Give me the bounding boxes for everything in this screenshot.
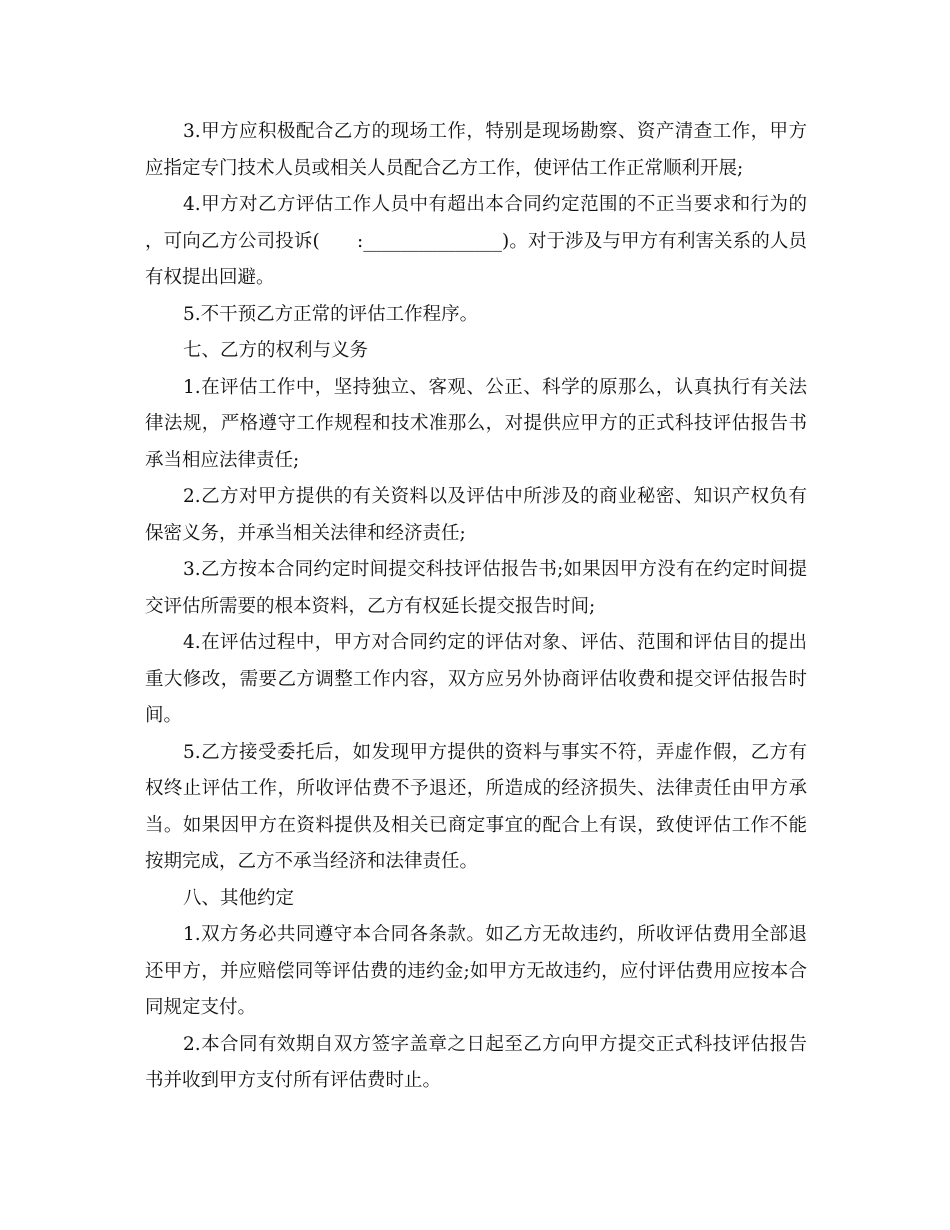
document-page: [145, 114, 807, 1100]
clause-8-2: 2.本合同有效期自双方签字盖章之日起至乙方向甲方提交正式科技评估报告书并收到甲方支付所有评估费时止。: [145, 1033, 807, 1091]
clause-8-1: 1.双方务必共同遵守本合同各条款。如乙方无故违约，所收评估费用全部退还甲方，并应赔偿同等评估费的违约金;如甲方无故违约，应付评估费用应按本合同规定支付。: [145, 924, 807, 1018]
section-7-heading: 七、乙方的权利与义务: [183, 340, 369, 361]
clause-6-4: 4.甲方对乙方评估工作人员中有超出本合同约定范围的不正当要求和行为的，可向乙方公司投诉( :_______________)。对于涉及与甲方有利害关系的人员有权提出回避。: [145, 194, 807, 288]
clause-7-3: 3.乙方按本合同约定时间提交科技评估报告书;如果因甲方没有在约定时间提交评估所需要的根本资料，乙方有权延长提交报告时间;: [145, 559, 807, 617]
clause-7-5: 5.乙方接受委托后，如发现甲方提供的资料与事实不符，弄虚作假，乙方有权终止评估工作，所收评估费不予退还，所造成的经济损失、法律责任由甲方承当。如果因甲方在资料提供及相关已商定事宜的配合上有误，致使评估工作不能按期完成，乙方不承当经济和法律责任。: [145, 741, 807, 872]
clause-7-4: 4.在评估过程中，甲方对合同约定的评估对象、评估、范围和评估目的提出重大修改，需要乙方调整工作内容，双方应另外协商评估收费和提交评估报告时间。: [145, 632, 807, 726]
clause-6-3: 3.甲方应积极配合乙方的现场工作，特别是现场勘察、资产清查工作，甲方应指定专门技术人员或相关人员配合乙方工作，使评估工作正常顺利开展;: [145, 121, 807, 179]
clause-7-2: 2.乙方对甲方提供的有关资料以及评估中所涉及的商业秘密、知识产权负有保密义务，并承当相关法律和经济责任;: [145, 486, 807, 544]
section-8-heading: 八、其他约定: [183, 887, 295, 909]
clause-7-1: 1.在评估工作中，坚持独立、客观、公正、科学的原那么，认真执行有关法律法规，严格遵守工作规程和技术准那么，对提供应甲方的正式科技评估报告书承当相应法律责任;: [145, 376, 807, 471]
clause-6-5: 5.不干预乙方正常的评估工作程序。: [183, 303, 479, 325]
